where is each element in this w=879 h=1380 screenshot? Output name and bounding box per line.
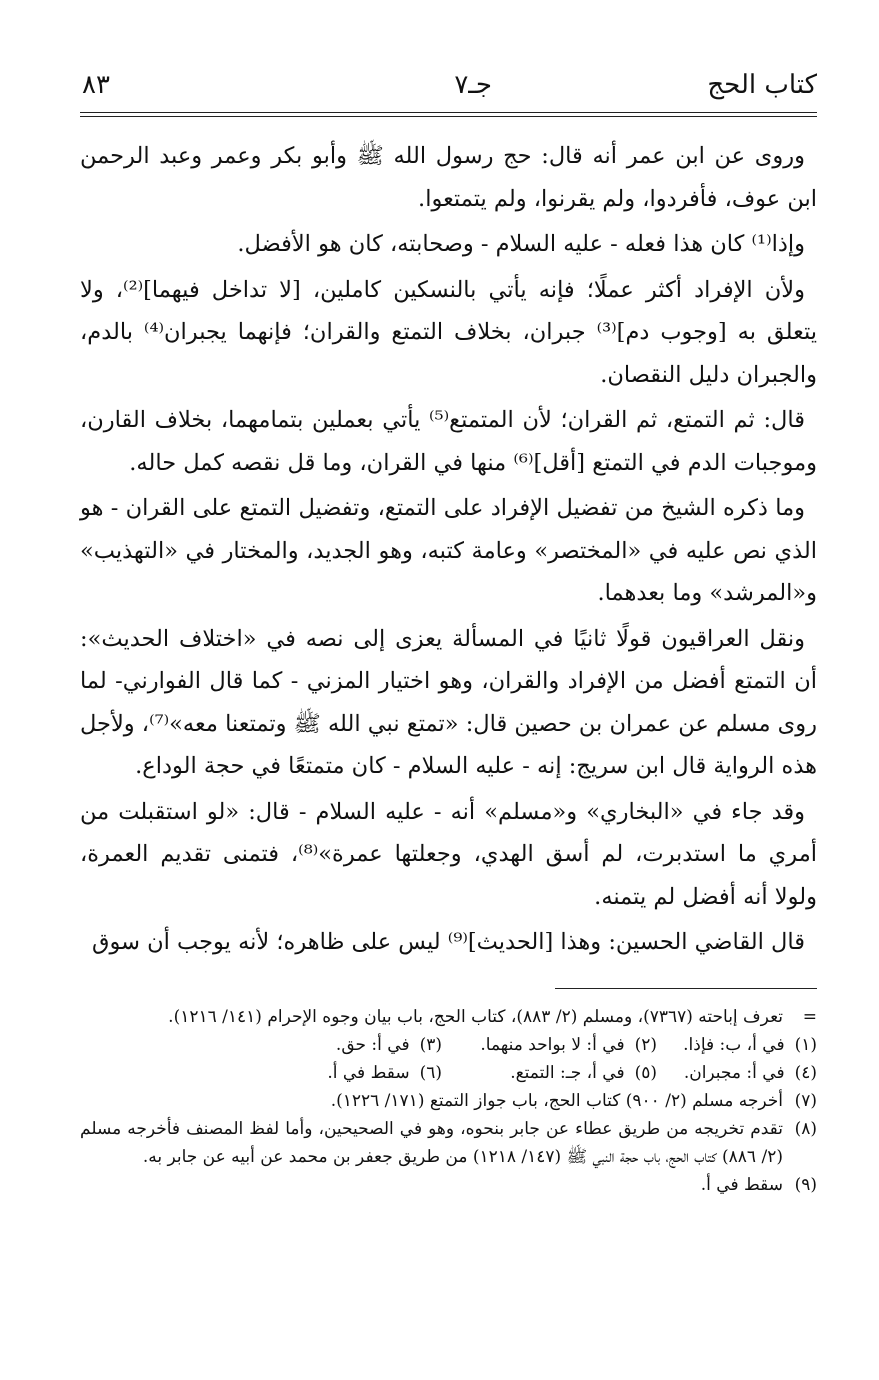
main-text xyxy=(80,135,817,964)
footnote-continuation xyxy=(80,1003,817,1031)
footnote-text: في أ: حق. xyxy=(335,1034,410,1055)
footnote-number: (٣) xyxy=(419,1034,442,1055)
running-header xyxy=(80,62,817,110)
footnote-number: (٩) xyxy=(794,1174,817,1195)
paragraph: ولأن الإفراد أكثر عملًا؛ فإنه يأتي بالنسكين كاملين، [لا تداخل فيهما]⁽²⁾، ولا يتعلق به [وجوب دم]⁽³⁾ جبران، بخلاف التمتع والقران؛ فإنهما يجبران⁽⁴⁾ بالدم، والجبران دليل النقصان. xyxy=(80,276,818,388)
footnote-text: سقط في أ. xyxy=(327,1062,410,1083)
footnote-row xyxy=(80,1031,817,1059)
footnote-text: في أ، جـ: التمتع. xyxy=(510,1062,625,1083)
running-head-book-title: كتاب الحج xyxy=(707,70,817,100)
footnote-2 xyxy=(442,1031,657,1059)
header-double-rule xyxy=(80,112,817,117)
footnote-5 xyxy=(442,1059,657,1087)
book-page xyxy=(80,62,817,1340)
footnote-number: (٨) xyxy=(794,1118,817,1139)
paragraph: ونقل العراقيون قولًا ثانيًا في المسألة يعزى إلى نصه في «اختلاف الحديث»: أن التمتع أفضل من الإفراد والقران، وهو اختيار المزني - كما قال الفوارني- لما روى مسلم عن عمران بن حصين قال: «تمتع نبي الله ﷺ وتمتعنا معه»⁽⁷⁾، ولأجل هذه الرواية قال ابن سريج: إنه - عليه السلام - كان متمتعًا في حجة الوداع. xyxy=(80,625,818,779)
footnote-1 xyxy=(657,1031,817,1059)
page-number: ٨٣ xyxy=(82,70,110,100)
footnote-4 xyxy=(657,1059,817,1087)
paragraph: وإذا⁽¹⁾ كان هذا فعله - عليه السلام - وصحابته، كان هو الأفضل. xyxy=(237,231,805,257)
footnote-3 xyxy=(282,1031,442,1059)
footnote-text: في أ: لا بواحد منهما. xyxy=(480,1034,625,1055)
footnote-number: (٥) xyxy=(634,1062,657,1083)
footnote-text: في أ، ب: فإذا. xyxy=(683,1034,785,1055)
footnote-row xyxy=(80,1059,817,1087)
footnote-separator xyxy=(555,988,817,989)
footnote-6 xyxy=(282,1059,442,1087)
footnote-text: تعرف إباحته (٧٣٦٧)، ومسلم (٢/ ٨٨٣)، كتاب الحج، باب بيان وجوه الإحرام (١٤١/ ١٢١٦). xyxy=(168,1006,783,1027)
footnote-9 xyxy=(80,1171,817,1199)
running-head-volume: جـ٧ xyxy=(454,70,492,100)
paragraph: وما ذكره الشيخ من تفضيل الإفراد على التمتع، وتفضيل التمتع على القران - هو الذي نص عليه في «المختصر» وعامة كتبه، وهو الجديد، والمختار في «التهذيب» و«المرشد» وما بعدهما. xyxy=(80,495,817,606)
paragraph: وروى عن ابن عمر أنه قال: حج رسول الله ﷺ وأبو بكر وعمر وعبد الرحمن ابن عوف، فأفردوا، ولم يقرنوا، ولم يتمتعوا. xyxy=(80,143,817,212)
footnote-number: (٧) xyxy=(794,1090,817,1111)
paragraph: قال: ثم التمتع، ثم القران؛ لأن المتمتع⁽⁵⁾ يأتي بعملين بتمامهما، بخلاف القارن، وموجبات الدم في التمتع [أقل]⁽⁶⁾ منها في القران، وما قل نقصه كمل حاله. xyxy=(80,407,817,476)
paragraph: وقد جاء في «البخاري» و«مسلم» أنه - عليه السلام - قال: «لو استقبلت من أمري ما استدبرت، لم أسق الهدي، وجعلتها عمرة»⁽⁸⁾، فتمنى تقديم العمرة، ولولا أنه أفضل لم يتمنه. xyxy=(80,798,817,910)
footnote-text: في أ: مجبران. xyxy=(683,1062,785,1083)
footnotes xyxy=(80,1003,817,1199)
paragraph: قال القاضي الحسين: وهذا [الحديث]⁽⁹⁾ ليس على ظاهره؛ لأنه يوجب أن سوق xyxy=(92,929,805,955)
footnote-7 xyxy=(80,1087,817,1115)
footnote-text: تقدم تخريجه من طريق عطاء عن جابر بنحوه، وهو في الصحيحين، وأما لفظ المصنف فأخرجه مسلم (٢/ ٨٨٦) كتاب الحج، باب حجة النبي ﷺ (١٤٧/ ١٢١٨) من طريق جعفر بن محمد عن أبيه عن جابر به. xyxy=(80,1118,783,1167)
footnote-8 xyxy=(80,1115,817,1171)
footnote-number: (٤) xyxy=(794,1062,817,1083)
footnote-text: أخرجه مسلم (٢/ ٩٠٠) كتاب الحج، باب جواز التمتع (١٧١/ ١٢٢٦). xyxy=(330,1090,783,1111)
footnote-number: (٦) xyxy=(419,1062,442,1083)
footnote-continuation-mark: = xyxy=(802,1006,817,1027)
footnote-text: سقط في أ. xyxy=(700,1174,783,1195)
footnote-number: (١) xyxy=(794,1034,817,1055)
footnote-number: (٢) xyxy=(634,1034,657,1055)
